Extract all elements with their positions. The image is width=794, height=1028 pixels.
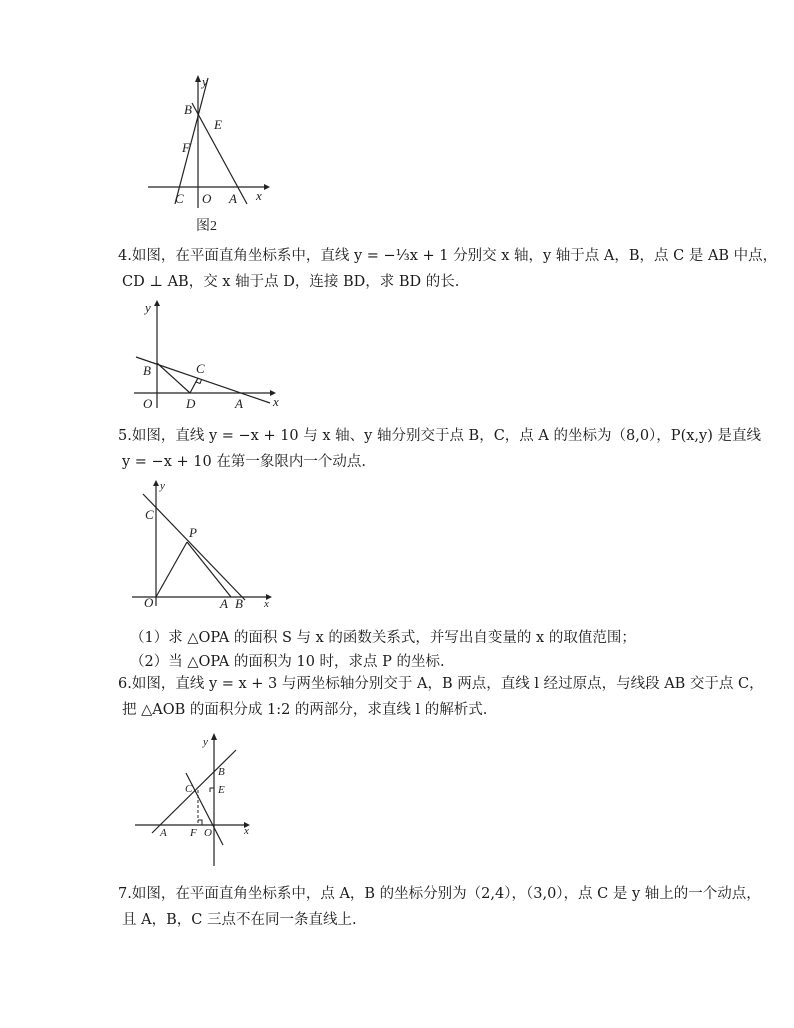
x-axis-arrow: [264, 184, 270, 190]
p6-label-b: B: [218, 766, 225, 778]
p5-label-c: C: [145, 507, 154, 522]
problem4-figure: [130, 296, 290, 416]
fig2-caption: 图2: [196, 219, 217, 234]
p5-label-x: x: [264, 598, 269, 610]
p5-label-b: B: [235, 596, 243, 611]
figure-2-graph: [140, 70, 280, 240]
problem7-line1: 7.如图，在平面直角坐标系中，点 A，B 的坐标分别为（2,4），（3,0），点 C 是 y 轴上的一个动点，: [118, 886, 761, 902]
problem5-part2: （2）当 △OPA 的面积为 10 时，求点 P 的坐标.: [130, 654, 445, 670]
fig2-label-e: E: [214, 117, 222, 132]
fig2-label-c: C: [175, 191, 184, 206]
y-axis-arrow: [211, 733, 217, 740]
fig2-label-a: A: [229, 191, 237, 206]
p4-label-b: B: [143, 363, 151, 378]
fig2-label-x: x: [256, 188, 262, 203]
problem5-part1: （1）求 △OPA 的面积 S 与 x 的函数关系式，并写出自变量的 x 的取值范围；: [130, 630, 636, 646]
problem7-line2: 且 A，B，C 三点不在同一条直线上.: [122, 912, 357, 928]
segment-cd: [190, 378, 198, 393]
segment-op: [156, 542, 187, 597]
y-axis-arrow: [153, 480, 159, 486]
problem5-line1: 5.如图，直线 y = −x + 10 与 x 轴、y 轴分别交于点 B，C，点 A 的坐标为（8,0），P(x,y) 是直线: [118, 428, 761, 444]
y-axis-arrow: [154, 300, 160, 306]
fig2-label-y: y: [202, 74, 208, 89]
p6-label-o: O: [204, 827, 212, 839]
p4-label-y: y: [145, 300, 151, 315]
problem5-figure: [128, 476, 288, 616]
problem4-graph: [130, 296, 290, 416]
p4-label-o: O: [143, 396, 153, 411]
problem6-line2: 把 △AOB 的面积分成 1:2 的两部分，求直线 l 的解析式.: [122, 702, 488, 718]
line-cb: [143, 494, 245, 600]
figure-2: [140, 70, 280, 240]
p5-label-a: A: [220, 596, 228, 611]
problem6-figure: [130, 728, 260, 873]
fig2-label-o: O: [202, 191, 212, 206]
p4-label-a: A: [235, 396, 243, 411]
p6-label-a: A: [160, 827, 167, 839]
y-axis-arrow: [195, 75, 201, 82]
right-angle-e: [210, 788, 214, 792]
segment-pa: [187, 542, 231, 597]
problem4-line1: 4.如图，在平面直角坐标系中，直线 y = −⅓x + 1 分别交 x 轴，y 轴于点 A，B，点 C 是 AB 中点，: [118, 248, 778, 264]
problem6-line1: 6.如图，直线 y = x + 3 与两坐标轴分别交于 A，B 两点，直线 l 经过原点，与线段 AB 交于点 C，: [118, 676, 764, 692]
p6-label-f: F: [190, 827, 197, 839]
segment-bd: [157, 363, 190, 393]
p4-label-d: D: [186, 396, 196, 411]
p4-label-c: C: [196, 361, 205, 376]
p6-label-y: y: [203, 736, 208, 748]
line-cb: [175, 78, 208, 204]
fig2-label-f: F: [182, 140, 190, 155]
problem4-line2: CD ⊥ AB，交 x 轴于点 D，连接 BD，求 BD 的长.: [122, 274, 460, 290]
fig2-label-b: B: [184, 102, 192, 117]
p6-label-x: x: [244, 825, 249, 837]
problem5-graph: [128, 476, 288, 616]
right-angle-f: [198, 820, 202, 825]
p6-label-c: C: [185, 783, 193, 795]
p5-label-y: y: [160, 480, 165, 492]
p4-label-x: x: [273, 394, 279, 409]
p5-label-p: P: [189, 525, 197, 540]
problem6-graph: [130, 728, 260, 873]
p5-label-o: O: [144, 595, 154, 610]
p6-label-e: E: [218, 784, 225, 796]
problem5-line2: y = −x + 10 在第一象限内一个动点.: [122, 454, 366, 470]
